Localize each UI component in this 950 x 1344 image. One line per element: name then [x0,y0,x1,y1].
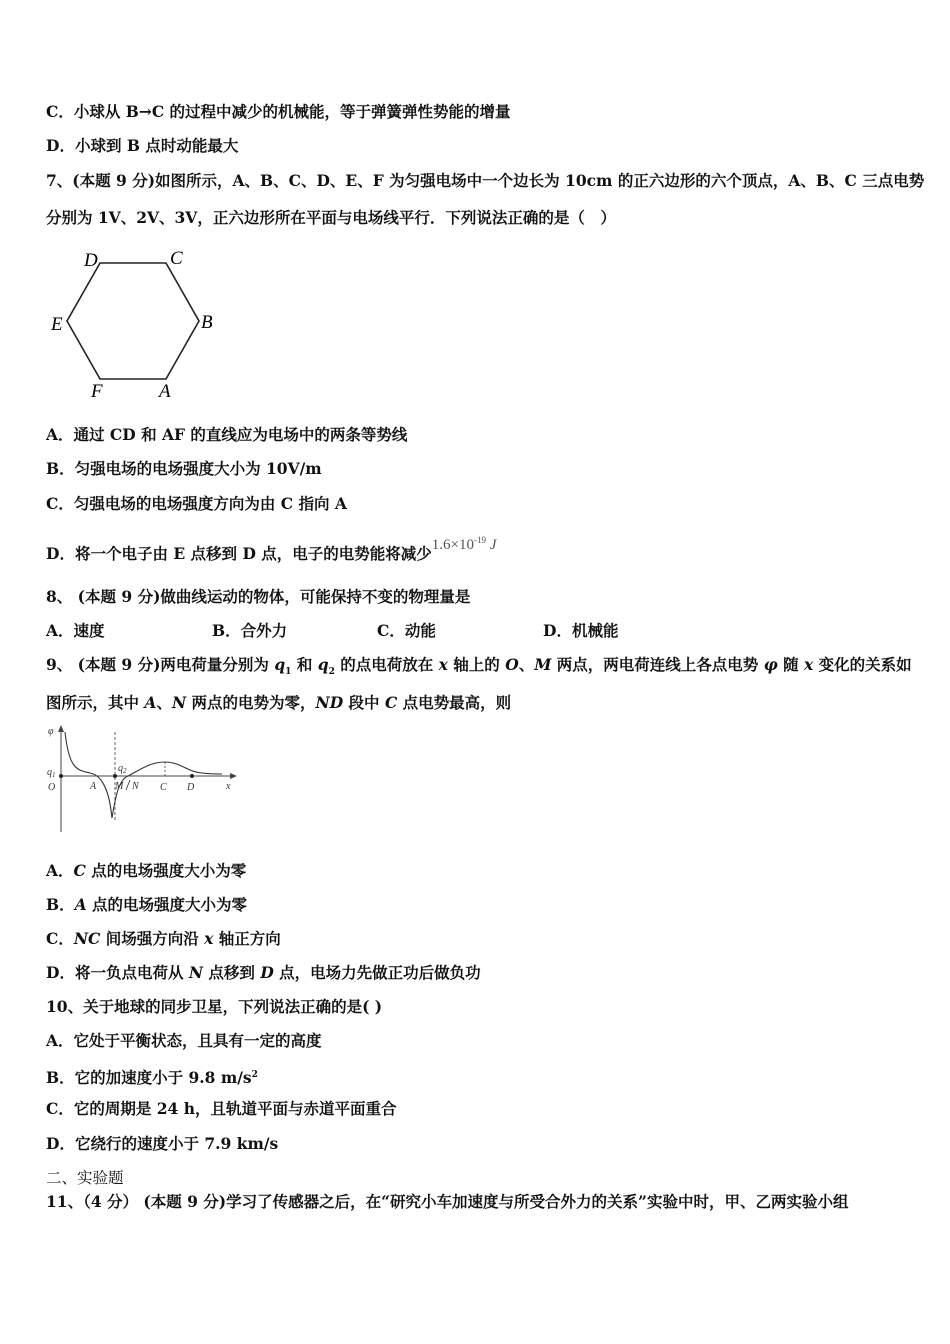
q7-stem-line2: 分别为 1V、2V、3V，正六边形所在平面与电场线平行．下列说法正确的是（ ） [46,208,616,227]
q10-option-c: C．它的周期是 24 h，且轨道平面与赤道平面重合 [46,1099,397,1118]
graph-label-phi: φ [48,726,54,737]
q9-sub-2: 2 [328,667,335,678]
potential-graph-figure [40,720,245,838]
q9-var-o: O [505,655,519,674]
q9-opt-var: D [260,963,274,982]
q7-formula-exp: -19 [474,535,487,545]
graph-label-x: x [226,781,231,792]
graph-label-d: D [187,782,195,793]
q9-opt-text: 轴正方向 [213,929,281,948]
graph-label-divider [126,780,130,790]
q9-var-q2: q [317,655,329,674]
q6-option-d: D．小球到 B 点时动能最大 [46,136,239,155]
q9-opt-var: NC [73,929,101,948]
q9-opt-text: 点移到 [203,963,261,982]
q9-var-c: C [384,693,398,712]
q9-text: 9、 (本题 9 分)两电荷量分别为 [46,655,275,674]
q7-stem-line1: 7、(本题 9 分)如图所示，A、B、C、D、E、F 为匀强电场中一个边长为 10cm 的正六边形的六个顶点，A、B、C 三点电势 [46,171,925,190]
graph-label-a: A [90,781,97,792]
q9-text: 的点电荷放在 [334,655,439,674]
graph-point-m [113,774,117,778]
q9-var-nd: ND [315,693,344,712]
q9-opt-var: x [204,929,214,948]
q9-stem-line2 [46,693,511,713]
graph-label-q1-sub: 1 [52,771,56,779]
q9-opt-text: 点的电场强度大小为零 [86,895,248,914]
hexagon-label-c: C [170,248,183,269]
q8-option-c: C．动能 [377,621,436,640]
q9-text: 两点的电势为零， [186,693,316,712]
q7-option-c: C．匀强电场的电场强度方向为由 C 指向 A [46,494,347,513]
q9-var-x: x [438,655,448,674]
q9-opt-text: C． [46,929,74,948]
q8-stem: 8、 (本题 9 分)做曲线运动的物体，可能保持不变的物理量是 [46,587,471,606]
q7-option-a: A．通过 CD 和 AF 的直线应为电场中的两条等势线 [46,425,408,444]
hexagon-label-d: D [84,250,98,271]
q9-text: 两点，两电荷连线上各点电势 [551,655,764,674]
hexagon-shape [67,263,199,379]
graph-curve-right [112,762,222,818]
q10-stem: 10、关于地球的同步卫星，下列说法正确的是( ) [46,997,383,1016]
q9-text: 随 [777,655,805,674]
hexagon-label-a: A [159,381,171,402]
q9-opt-text: 点，电场力先做正功后做负功 [273,963,481,982]
q9-option-d [46,963,481,983]
hexagon-figure [46,244,226,404]
q9-stem-line1 [46,655,912,682]
section-heading: 二、实验题 [46,1169,124,1187]
q10-option-b [46,1065,258,1088]
graph-point-o [59,774,63,778]
q9-option-c [46,929,281,949]
q9-text: 轴上的 [447,655,506,674]
q9-var-m: M [534,655,552,674]
q8-option-d: D．机械能 [543,621,619,640]
q7-formula-unit: J [489,537,497,553]
q9-option-a [46,861,246,881]
graph-label-q2 [118,763,127,775]
graph-x-arrow [230,773,237,779]
graph-point-d [190,774,194,778]
hexagon-label-e: E [51,314,63,335]
q9-text: 和 [291,655,318,674]
graph-label-q1-letter: q [47,767,52,778]
graph-label-q2-sub: 2 [123,767,127,775]
q6-option-c: C．小球从 B→C 的过程中减少的机械能，等于弹簧弹性势能的增量 [46,102,511,121]
q10-option-a: A．它处于平衡状态，且具有一定的高度 [46,1031,322,1050]
q9-text: 点电势最高，则 [397,693,512,712]
q9-opt-text: 点的电场强度大小为零 [85,861,247,880]
q7-option-d-text: D．将一个电子由 E 点移到 D 点，电子的电势能将减少 [46,544,432,563]
q8-option-a: A．速度 [46,621,105,640]
q7-option-d [46,535,497,565]
q9-text: 变化的关系如 [813,655,912,674]
hexagon-label-f: F [91,381,103,402]
q10-option-d: D．它绕行的速度小于 7.9 km/s [46,1134,279,1153]
q7-formula-coef: 1.6×10 [431,537,475,553]
q10-option-b-text: B．它的加速度小于 9.8 m/s [46,1068,252,1088]
q9-opt-text: D．将一负点电荷从 [46,963,189,982]
q9-opt-var: N [188,963,204,982]
q9-text: 段中 [343,693,385,712]
q7-option-b: B．匀强电场的电场强度大小为 10V/m [46,459,322,478]
q9-opt-var: C [73,861,86,880]
graph-label-o: O [48,782,56,793]
q9-var-x: x [804,655,814,674]
q9-opt-var: A [74,895,87,914]
q10-option-b-sup: 2 [251,1070,258,1080]
graph-y-arrow [58,725,64,732]
q9-option-b [46,895,247,915]
q9-text: 图所示，其中 [46,693,145,712]
graph-curve-left [65,732,112,818]
q9-opt-text: B． [46,895,75,914]
graph-label-q2-letter: q [118,763,123,774]
q9-text: 、 [156,693,172,712]
graph-label-n: N [132,781,139,792]
q9-opt-text: 间场强方向沿 [100,929,205,948]
q8-option-b: B．合外力 [212,621,288,640]
q11-stem: 11、（4 分） (本题 9 分)学习了传感器之后，在“研究小车加速度与所受合外力的关系”实验中时，甲、乙两实验小组 [46,1192,849,1211]
q9-var-q1: q [274,655,286,674]
hexagon-label-b: B [201,312,213,333]
q9-sub-1: 1 [285,667,292,678]
q9-opt-text: A． [46,861,74,880]
graph-label-m: M [115,781,124,792]
q9-var-phi: φ [763,655,778,674]
q9-text: 、 [518,655,535,674]
q9-var-a: A [144,693,157,712]
q7-option-d-formula [432,537,497,553]
graph-label-q1 [47,767,56,779]
graph-label-c: C [160,782,167,793]
q9-var-n: N [171,693,187,712]
